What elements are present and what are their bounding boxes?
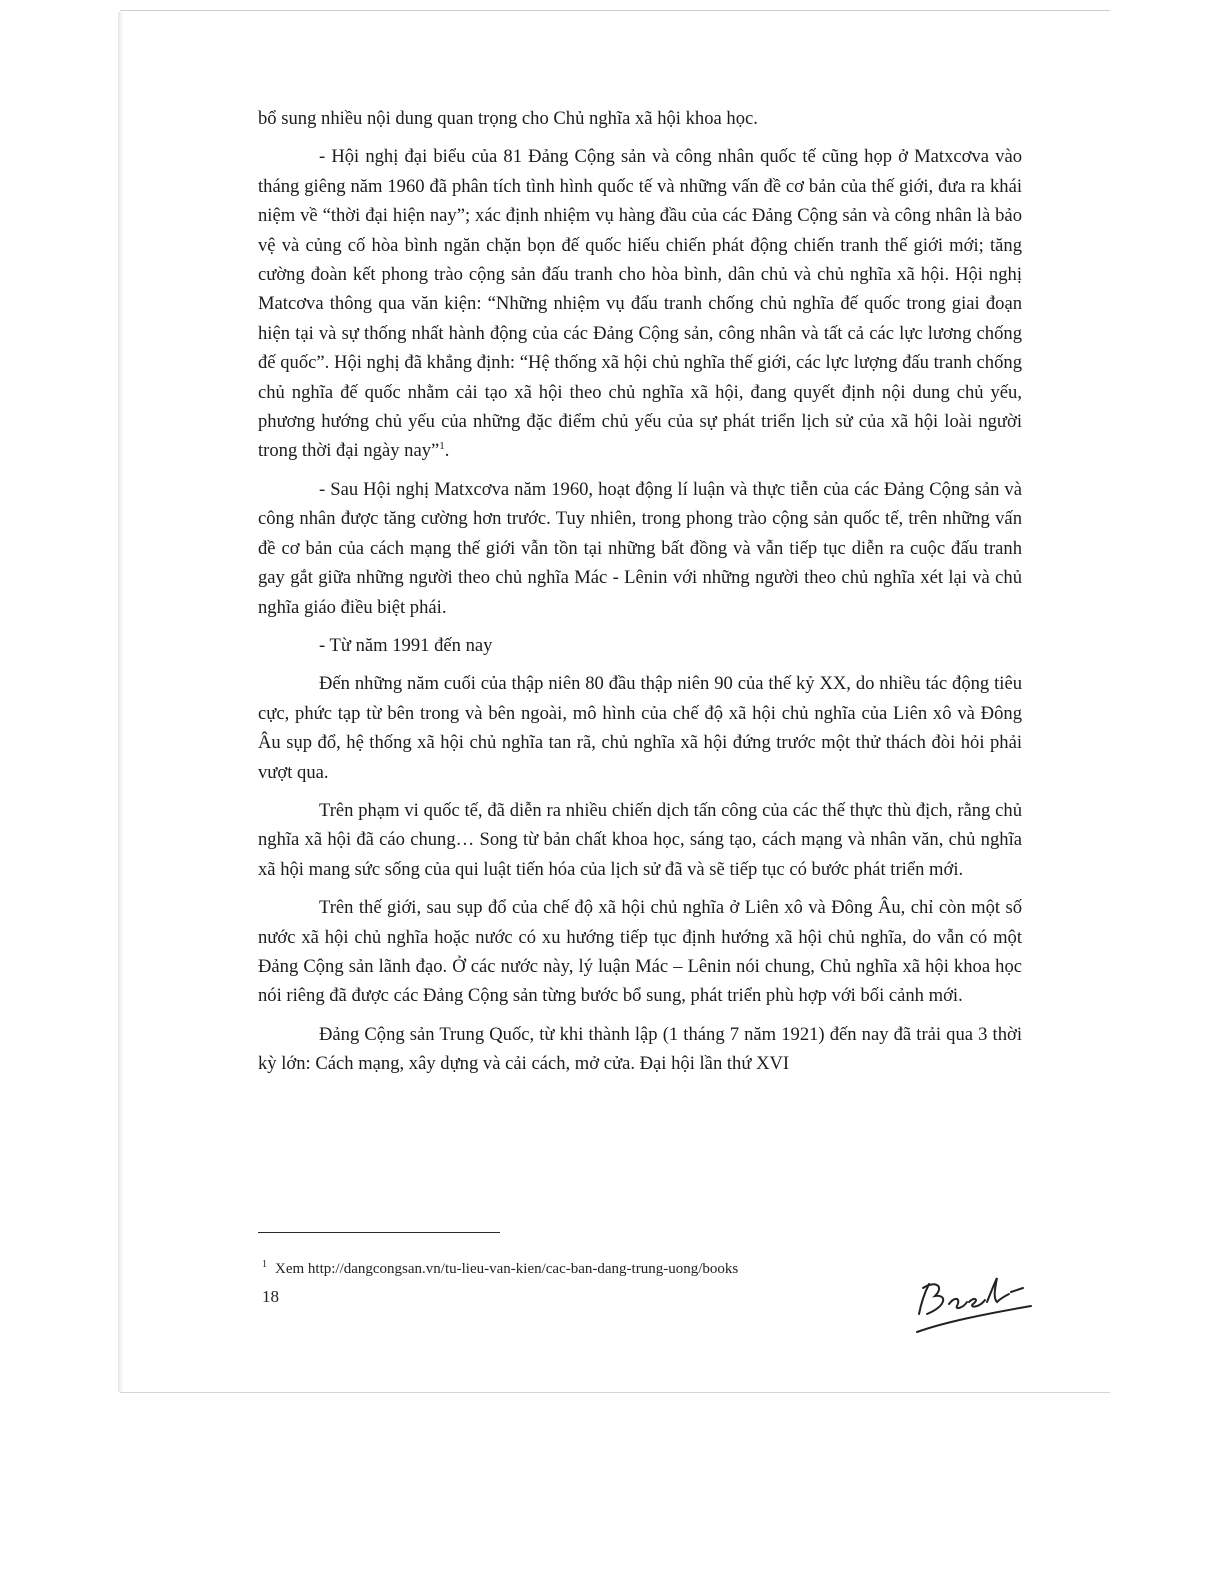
paragraph-2: - Hội nghị đại biểu của 81 Đảng Cộng sản và công nhân quốc tế cũng họp ở Matxcơva vào tháng giêng năm 1960 đã phân tích tình hình quốc tế và những vấn đề cơ bản của thế giới, đưa ra khái niệm về “thời đại hiện nay”; xác định nhiệm vụ hàng đầu của các Đảng Cộng sản và công nhân là bảo vệ và củng cố hòa bình ngăn chặn bọn đế quốc hiếu chiến phát động chiến tranh thế giới mới; tăng cường đoàn kết phong trào cộng sản đấu tranh cho hòa bình, dân chủ và chủ nghĩa xã hội. Hội nghị Matcơva thông qua văn kiện: “Những nhiệm vụ đấu tranh chống chủ nghĩa đế quốc trong giai đoạn hiện tại và sự thống nhất hành động của các Đảng Cộng sản, công nhân và tất cả các lực lương chống đế quốc”. Hội nghị đã khẳng định: “Hệ thống xã hội chủ nghĩa thế giới, các lực lượng đấu tranh chống chủ nghĩa đế quốc nhằm cải tạo xã hội theo chủ nghĩa xã hội, đang quyết định nội dung chủ yếu, phương hướng chủ yếu của những đặc điểm chủ yếu của sự phát triển lịch sử của xã hội loài người trong thời đại ngày nay”$^1$. <box>258 146 1022 462</box>
paragraph-7-text: Trên thế giới, sau sụp đổ của chế độ xã hội chủ nghĩa ở Liên xô và Đông Âu, chỉ còn một số nước xã hội chủ nghĩa hoặc nước có xu hướng tiếp tục định hướng xã hội chủ nghĩa, do vẫn có một Đảng Cộng sản lãnh đạo. Ở các nước này, lý luận Mác – Lênin nói chung, Chủ nghĩa xã hội khoa học nói riêng đã được các Đảng Cộng sản từng bước bổ sung, phát triển phù hợp với bối cảnh mới. <box>258 897 1022 1007</box>
footnote-rule <box>258 1232 500 1233</box>
paragraph-1-text: bổ sung nhiều nội dung quan trọng cho Chủ nghĩa xã hội khoa học. <box>258 108 758 129</box>
paragraph-2-text: - Hội nghị đại biểu của 81 Đảng Cộng sản và công nhân quốc tế cũng họp ở Matxcơva vào tháng giêng năm 1960 đã phân tích tình hình quốc tế và những vấn đề cơ bản của thế giới, đưa ra khái niệm về “thời đại hiện nay”; xác định nhiệm vụ hàng đầu của các Đảng Cộng sản và công nhân là bảo vệ và củng cố hòa bình ngăn chặn bọn đế quốc hiếu chiến phát động chiến tranh thế giới mới; tăng cường đoàn kết phong trào cộng sản đấu tranh cho hòa bình, dân chủ và chủ nghĩa xã hội. Hội nghị Matcơva thông qua văn kiện: “Những nhiệm vụ đấu tranh chống chủ nghĩa đế quốc trong giai đoạn hiện tại và sự thống nhất hành động của các Đảng Cộng sản, công nhân và tất cả các lực lương chống đế quốc”. Hội nghị đã khẳng định: “Hệ thống xã hội chủ nghĩa thế giới, các lực lượng đấu tranh chống chủ nghĩa đế quốc nhằm cải tạo xã hội theo chủ nghĩa xã hội, đang quyết định nội dung chủ yếu, phương hướng chủ yếu của những đặc điểm chủ yếu của sự phát triển lịch sử của xã hội loài người trong thời đại ngày nay” <box>258 146 1022 462</box>
paragraph-8-text: Đảng Cộng sản Trung Quốc, từ khi thành lập (1 tháng 7 năm 1921) đến nay đã trải qua 3 thời kỳ lớn: Cách mạng, xây dựng và cải cách, mở cửa. Đại hội lần thứ XVI <box>258 1023 1022 1075</box>
page-number: 18 <box>262 1287 279 1306</box>
paragraph-4-text: - Từ năm 1991 đến nay <box>319 634 493 656</box>
scan-top-edge <box>120 10 1110 11</box>
footnote-reference: 1 <box>439 440 445 453</box>
paragraph-5-text: Đến những năm cuối của thập niên 80 đầu thập niên 90 của thế kỷ XX, do nhiều tác động tiêu cực, phức tạp từ bên trong và bên ngoài, mô hình của chế độ xã hội chủ nghĩa của Liên xô và Đông Âu sụp đổ, hệ thống xã hội chủ nghĩa tan rã, chủ nghĩa xã hội đứng trước một thử thách đòi hỏi phải vượt qua. <box>258 673 1022 783</box>
footnote-mark: 1 <box>262 1259 267 1270</box>
document-body <box>258 104 1022 1088</box>
scan-left-edge <box>118 12 124 1392</box>
paragraph-4 <box>258 631 1022 660</box>
paragraph-5 <box>258 669 1022 787</box>
footnote-text: Xem http://dangcongsan.vn/tu-lieu-van-kien/cac-ban-dang-trung-uong/books <box>275 1261 739 1277</box>
signature-icon <box>905 1270 1040 1340</box>
footnote <box>262 1258 738 1280</box>
scan-bottom-edge <box>120 1392 1110 1393</box>
paragraph-6 <box>258 796 1022 884</box>
paragraph-1 <box>258 104 1022 133</box>
paragraph-3 <box>258 475 1022 622</box>
paragraph-3-text: - Sau Hội nghị Matxcơva năm 1960, hoạt động lí luận và thực tiễn của các Đảng Cộng sản và công nhân được tăng cường hơn trước. Tuy nhiên, trong phong trào cộng sản quốc tế, trên những vấn đề cơ bản của cách mạng thế giới vẫn tồn tại những bất đồng và vẫn tiếp tục diễn ra cuộc đấu tranh gay gắt giữa những người theo chủ nghĩa Mác - Lênin với những người theo chủ nghĩa xét lại và chủ nghĩa giáo điều biệt phái. <box>258 478 1022 618</box>
paragraph-8 <box>258 1020 1022 1079</box>
paragraph-7 <box>258 893 1022 1011</box>
paragraph-6-text: Trên phạm vi quốc tế, đã diễn ra nhiều chiến dịch tấn công của các thế thực thù địch, rằng chủ nghĩa xã hội đã cáo chung… Song từ bản chất khoa học, sáng tạo, cách mạng và nhân văn, chủ nghĩa xã hội mang sức sống của qui luật tiến hóa của lịch sử đã và sẽ tiếp tục có bước phát triển mới. <box>258 799 1022 880</box>
